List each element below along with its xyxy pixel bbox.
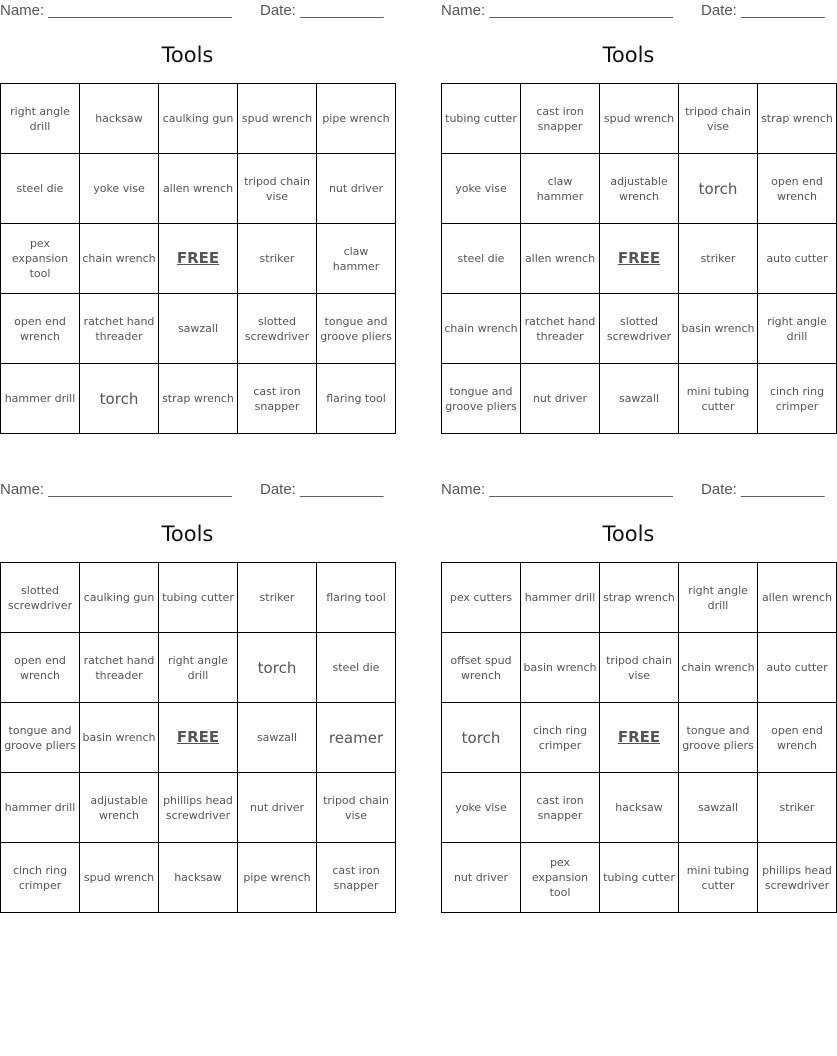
grid-cell: hammer drill bbox=[1, 773, 80, 843]
grid-cell: spud wrench bbox=[600, 84, 679, 154]
grid-cell: strap wrench bbox=[159, 364, 238, 434]
card-header bbox=[0, 0, 384, 20]
grid-cell: hacksaw bbox=[600, 773, 679, 843]
grid-cell: tongue and groove pliers bbox=[317, 294, 396, 364]
grid-cell: ratchet hand threader bbox=[80, 633, 159, 703]
grid-cell: slotted screwdriver bbox=[600, 294, 679, 364]
grid-cell: pex cutters bbox=[442, 563, 521, 633]
grid-cell: torch bbox=[679, 154, 758, 224]
grid-row bbox=[442, 633, 837, 703]
grid-cell: cast iron snapper bbox=[238, 364, 317, 434]
card-title: Tools bbox=[161, 522, 214, 546]
grid-cell: claw hammer bbox=[317, 224, 396, 294]
grid-cell: sawzall bbox=[600, 364, 679, 434]
grid-cell: right angle drill bbox=[679, 563, 758, 633]
grid-cell: tongue and groove pliers bbox=[442, 364, 521, 434]
grid-cell: striker bbox=[758, 773, 837, 843]
grid-cell: hacksaw bbox=[80, 84, 159, 154]
grid-row bbox=[1, 224, 396, 294]
card-title: Tools bbox=[602, 522, 655, 546]
grid-row bbox=[442, 224, 837, 294]
free-space-cell: FREE bbox=[600, 703, 679, 773]
grid-cell: cinch ring crimper bbox=[1, 843, 80, 913]
grid-cell: flaring tool bbox=[317, 563, 396, 633]
grid-cell: tripod chain vise bbox=[317, 773, 396, 843]
grid-cell: steel die bbox=[317, 633, 396, 703]
grid-cell: auto cutter bbox=[758, 633, 837, 703]
grid-cell: open end wrench bbox=[1, 633, 80, 703]
grid-row bbox=[1, 843, 396, 913]
grid-row bbox=[442, 843, 837, 913]
grid-cell: striker bbox=[238, 224, 317, 294]
grid-cell: sawzall bbox=[679, 773, 758, 843]
grid-cell: tripod chain vise bbox=[238, 154, 317, 224]
grid-cell: ratchet hand threader bbox=[80, 294, 159, 364]
grid-cell: sawzall bbox=[238, 703, 317, 773]
grid-cell: torch bbox=[238, 633, 317, 703]
grid-row bbox=[442, 84, 837, 154]
name-field-label: Name: ______________________ bbox=[0, 481, 232, 498]
name-field-label: Name: ______________________ bbox=[441, 481, 673, 498]
bingo-card bbox=[441, 0, 833, 434]
card-title: Tools bbox=[161, 43, 214, 67]
grid-cell: nut driver bbox=[317, 154, 396, 224]
grid-cell: adjustable wrench bbox=[80, 773, 159, 843]
grid-cell: steel die bbox=[1, 154, 80, 224]
grid-cell: yoke vise bbox=[80, 154, 159, 224]
grid-cell: strap wrench bbox=[600, 563, 679, 633]
free-space-cell: FREE bbox=[600, 224, 679, 294]
grid-cell: yoke vise bbox=[442, 154, 521, 224]
grid-cell: yoke vise bbox=[442, 773, 521, 843]
bingo-card bbox=[441, 479, 833, 913]
date-field-label: Date: __________ bbox=[701, 2, 825, 19]
grid-cell: open end wrench bbox=[758, 154, 837, 224]
grid-row bbox=[442, 364, 837, 434]
grid-cell: cinch ring crimper bbox=[758, 364, 837, 434]
grid-cell: open end wrench bbox=[758, 703, 837, 773]
bingo-grid bbox=[0, 83, 396, 434]
grid-cell: adjustable wrench bbox=[600, 154, 679, 224]
grid-cell: hammer drill bbox=[1, 364, 80, 434]
grid-cell: chain wrench bbox=[442, 294, 521, 364]
grid-row bbox=[442, 773, 837, 843]
grid-row bbox=[1, 154, 396, 224]
grid-cell: nut driver bbox=[238, 773, 317, 843]
grid-cell: tripod chain vise bbox=[679, 84, 758, 154]
grid-cell: cast iron snapper bbox=[317, 843, 396, 913]
grid-cell: slotted screwdriver bbox=[1, 563, 80, 633]
grid-cell: tripod chain vise bbox=[600, 633, 679, 703]
grid-row bbox=[1, 364, 396, 434]
grid-cell: basin wrench bbox=[521, 633, 600, 703]
grid-cell: hacksaw bbox=[159, 843, 238, 913]
grid-cell: right angle drill bbox=[758, 294, 837, 364]
grid-cell: allen wrench bbox=[159, 154, 238, 224]
grid-row bbox=[442, 294, 837, 364]
grid-row bbox=[1, 294, 396, 364]
grid-row bbox=[1, 84, 396, 154]
grid-cell: basin wrench bbox=[80, 703, 159, 773]
grid-cell: pipe wrench bbox=[238, 843, 317, 913]
grid-cell: hammer drill bbox=[521, 563, 600, 633]
grid-cell: torch bbox=[442, 703, 521, 773]
date-field-label: Date: __________ bbox=[701, 481, 825, 498]
grid-cell: slotted screwdriver bbox=[238, 294, 317, 364]
bingo-card bbox=[0, 479, 389, 913]
grid-cell: chain wrench bbox=[679, 633, 758, 703]
card-header bbox=[441, 479, 825, 499]
grid-cell: right angle drill bbox=[159, 633, 238, 703]
card-title: Tools bbox=[602, 43, 655, 67]
bingo-grid bbox=[441, 83, 837, 434]
grid-cell: allen wrench bbox=[521, 224, 600, 294]
grid-cell: striker bbox=[238, 563, 317, 633]
grid-cell: nut driver bbox=[521, 364, 600, 434]
grid-cell: nut driver bbox=[442, 843, 521, 913]
grid-cell: tongue and groove pliers bbox=[679, 703, 758, 773]
grid-cell: striker bbox=[679, 224, 758, 294]
grid-row bbox=[442, 703, 837, 773]
grid-cell: spud wrench bbox=[80, 843, 159, 913]
grid-cell: phillips head screwdriver bbox=[159, 773, 238, 843]
name-field-label: Name: ______________________ bbox=[0, 2, 232, 19]
grid-cell: pex expansion tool bbox=[521, 843, 600, 913]
grid-row bbox=[442, 154, 837, 224]
grid-cell: mini tubing cutter bbox=[679, 843, 758, 913]
grid-row bbox=[1, 773, 396, 843]
grid-cell: claw hammer bbox=[521, 154, 600, 224]
bingo-card bbox=[0, 0, 392, 434]
grid-cell: mini tubing cutter bbox=[679, 364, 758, 434]
grid-row bbox=[1, 563, 396, 633]
grid-cell: torch bbox=[80, 364, 159, 434]
grid-cell: allen wrench bbox=[758, 563, 837, 633]
grid-row bbox=[1, 703, 396, 773]
grid-cell: basin wrench bbox=[679, 294, 758, 364]
grid-cell: auto cutter bbox=[758, 224, 837, 294]
grid-cell: pipe wrench bbox=[317, 84, 396, 154]
grid-cell: phillips head screwdriver bbox=[758, 843, 837, 913]
grid-row bbox=[442, 563, 837, 633]
grid-cell: cinch ring crimper bbox=[521, 703, 600, 773]
date-field-label: Date: __________ bbox=[260, 481, 384, 498]
free-space-cell: FREE bbox=[159, 703, 238, 773]
grid-cell: spud wrench bbox=[238, 84, 317, 154]
grid-cell: sawzall bbox=[159, 294, 238, 364]
name-field-label: Name: ______________________ bbox=[441, 2, 673, 19]
grid-cell: cast iron snapper bbox=[521, 84, 600, 154]
grid-cell: open end wrench bbox=[1, 294, 80, 364]
grid-cell: right angle drill bbox=[1, 84, 80, 154]
grid-cell: tongue and groove pliers bbox=[1, 703, 80, 773]
grid-cell: cast iron snapper bbox=[521, 773, 600, 843]
grid-cell: tubing cutter bbox=[600, 843, 679, 913]
free-space-cell: FREE bbox=[159, 224, 238, 294]
card-header bbox=[0, 479, 384, 499]
grid-cell: chain wrench bbox=[80, 224, 159, 294]
bingo-grid bbox=[0, 562, 396, 913]
grid-cell: tubing cutter bbox=[159, 563, 238, 633]
grid-row bbox=[1, 633, 396, 703]
date-field-label: Date: __________ bbox=[260, 2, 384, 19]
grid-cell: tubing cutter bbox=[442, 84, 521, 154]
grid-cell: offset spud wrench bbox=[442, 633, 521, 703]
card-header bbox=[441, 0, 825, 20]
grid-cell: flaring tool bbox=[317, 364, 396, 434]
grid-cell: steel die bbox=[442, 224, 521, 294]
grid-cell: caulking gun bbox=[80, 563, 159, 633]
grid-cell: strap wrench bbox=[758, 84, 837, 154]
grid-cell: pex expansion tool bbox=[1, 224, 80, 294]
grid-cell: ratchet hand threader bbox=[521, 294, 600, 364]
grid-cell: reamer bbox=[317, 703, 396, 773]
bingo-grid bbox=[441, 562, 837, 913]
grid-cell: caulking gun bbox=[159, 84, 238, 154]
